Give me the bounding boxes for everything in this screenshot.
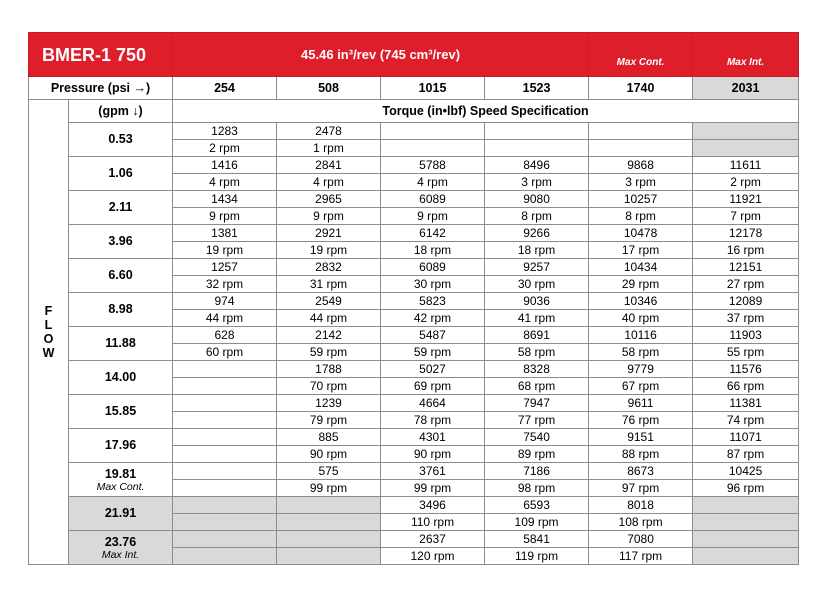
torque-cell: 5027 bbox=[381, 361, 485, 378]
flow-unit-header: (gpm ↓) bbox=[69, 100, 173, 123]
torque-cell: 7186 bbox=[485, 463, 589, 480]
flow-letter: O bbox=[43, 332, 54, 346]
speed-cell: 30 rpm bbox=[381, 276, 485, 293]
torque-cell: 628 bbox=[173, 327, 277, 344]
torque-cell: 1381 bbox=[173, 225, 277, 242]
torque-cell: 11381 bbox=[693, 395, 799, 412]
torque-cell: 11071 bbox=[693, 429, 799, 446]
torque-cell: 2921 bbox=[277, 225, 381, 242]
flow-rate-cell bbox=[69, 293, 173, 327]
torque-cell: 4301 bbox=[381, 429, 485, 446]
torque-cell: 2142 bbox=[277, 327, 381, 344]
speed-cell: 4 rpm bbox=[381, 174, 485, 191]
speed-cell: 55 rpm bbox=[693, 344, 799, 361]
flow-rate-cell bbox=[69, 191, 173, 225]
torque-cell: 1788 bbox=[277, 361, 381, 378]
speed-cell: 60 rpm bbox=[173, 344, 277, 361]
torque-cell: 9080 bbox=[485, 191, 589, 208]
speed-cell: 88 rpm bbox=[589, 446, 693, 463]
flow-row-torque bbox=[29, 157, 799, 174]
flow-rate-value: 3.96 bbox=[108, 234, 133, 248]
torque-cell: 9611 bbox=[589, 395, 693, 412]
speed-cell: 8 rpm bbox=[485, 208, 589, 225]
torque-cell bbox=[381, 123, 485, 140]
speed-cell: 77 rpm bbox=[485, 412, 589, 429]
flow-rate-cell bbox=[69, 157, 173, 191]
flow-rate-cell bbox=[69, 259, 173, 293]
torque-cell: 9779 bbox=[589, 361, 693, 378]
torque-cell: 11576 bbox=[693, 361, 799, 378]
speed-cell bbox=[381, 140, 485, 157]
flow-letter: L bbox=[44, 318, 53, 332]
speed-cell: 108 rpm bbox=[589, 514, 693, 531]
torque-cell: 9257 bbox=[485, 259, 589, 276]
flow-rate-cell bbox=[69, 225, 173, 259]
torque-cell: 1239 bbox=[277, 395, 381, 412]
torque-cell: 1283 bbox=[173, 123, 277, 140]
speed-cell: 37 rpm bbox=[693, 310, 799, 327]
speed-cell bbox=[173, 548, 277, 565]
flow-rate-value: 6.60 bbox=[108, 268, 133, 282]
flow-rate-value: 14.00 bbox=[104, 370, 137, 384]
torque-cell bbox=[173, 463, 277, 480]
torque-cell: 6089 bbox=[381, 191, 485, 208]
flow-rate-cell bbox=[69, 497, 173, 531]
flow-letter: F bbox=[44, 304, 53, 318]
speed-cell: 70 rpm bbox=[277, 378, 381, 395]
torque-cell: 7080 bbox=[589, 531, 693, 548]
speed-cell: 41 rpm bbox=[485, 310, 589, 327]
pressure-value: 1015 bbox=[381, 77, 485, 100]
torque-cell: 2841 bbox=[277, 157, 381, 174]
speed-cell: 89 rpm bbox=[485, 446, 589, 463]
speed-cell: 4 rpm bbox=[277, 174, 381, 191]
speed-cell: 59 rpm bbox=[277, 344, 381, 361]
speed-cell: 97 rpm bbox=[589, 480, 693, 497]
flow-row-torque bbox=[29, 327, 799, 344]
spec-table bbox=[28, 32, 799, 565]
speed-cell bbox=[693, 140, 799, 157]
speed-cell: 79 rpm bbox=[277, 412, 381, 429]
torque-cell: 1416 bbox=[173, 157, 277, 174]
speed-cell: 69 rpm bbox=[381, 378, 485, 395]
speed-cell: 44 rpm bbox=[277, 310, 381, 327]
torque-cell: 2549 bbox=[277, 293, 381, 310]
speed-cell: 58 rpm bbox=[485, 344, 589, 361]
torque-cell: 3496 bbox=[381, 497, 485, 514]
pressure-value: 508 bbox=[277, 77, 381, 100]
torque-cell bbox=[173, 531, 277, 548]
flow-row-torque bbox=[29, 497, 799, 514]
speed-cell: 78 rpm bbox=[381, 412, 485, 429]
torque-cell: 575 bbox=[277, 463, 381, 480]
speed-cell: 120 rpm bbox=[381, 548, 485, 565]
flow-axis-label bbox=[29, 100, 69, 565]
model-title: BMER-1 750 bbox=[29, 33, 173, 77]
speed-cell: 29 rpm bbox=[589, 276, 693, 293]
torque-cell: 9266 bbox=[485, 225, 589, 242]
torque-cell: 11903 bbox=[693, 327, 799, 344]
torque-cell bbox=[485, 123, 589, 140]
flow-rate-value: 2.11 bbox=[108, 200, 133, 214]
torque-cell bbox=[589, 123, 693, 140]
flow-rate-cell bbox=[69, 327, 173, 361]
title-row bbox=[29, 33, 799, 77]
torque-cell: 6142 bbox=[381, 225, 485, 242]
flow-rate-cell bbox=[69, 531, 173, 565]
speed-cell bbox=[173, 480, 277, 497]
pressure-value: 1740 bbox=[589, 77, 693, 100]
torque-cell bbox=[173, 497, 277, 514]
speed-cell: 58 rpm bbox=[589, 344, 693, 361]
flow-letter: W bbox=[42, 346, 55, 360]
flow-row-torque bbox=[29, 293, 799, 310]
torque-cell: 11921 bbox=[693, 191, 799, 208]
speed-cell bbox=[485, 140, 589, 157]
flow-rate-cell bbox=[69, 123, 173, 157]
flow-row-torque bbox=[29, 463, 799, 480]
speed-cell: 99 rpm bbox=[277, 480, 381, 497]
speed-cell: 9 rpm bbox=[173, 208, 277, 225]
speed-cell: 31 rpm bbox=[277, 276, 381, 293]
speed-cell: 96 rpm bbox=[693, 480, 799, 497]
speed-cell: 19 rpm bbox=[277, 242, 381, 259]
speed-cell bbox=[693, 514, 799, 531]
speed-cell: 42 rpm bbox=[381, 310, 485, 327]
max-cont-header: Max Cont. bbox=[589, 33, 693, 77]
torque-cell: 10425 bbox=[693, 463, 799, 480]
speed-cell: 17 rpm bbox=[589, 242, 693, 259]
speed-cell: 98 rpm bbox=[485, 480, 589, 497]
torque-cell: 1434 bbox=[173, 191, 277, 208]
torque-cell bbox=[693, 531, 799, 548]
pressure-value: 1523 bbox=[485, 77, 589, 100]
torque-cell: 2965 bbox=[277, 191, 381, 208]
flow-row-torque bbox=[29, 259, 799, 276]
speed-cell: 18 rpm bbox=[485, 242, 589, 259]
torque-cell: 5823 bbox=[381, 293, 485, 310]
torque-cell: 9036 bbox=[485, 293, 589, 310]
torque-cell: 8328 bbox=[485, 361, 589, 378]
speed-cell: 30 rpm bbox=[485, 276, 589, 293]
speed-cell: 19 rpm bbox=[173, 242, 277, 259]
torque-cell: 2637 bbox=[381, 531, 485, 548]
speed-cell: 99 rpm bbox=[381, 480, 485, 497]
speed-cell bbox=[173, 446, 277, 463]
torque-cell: 10346 bbox=[589, 293, 693, 310]
torque-cell: 10116 bbox=[589, 327, 693, 344]
speed-cell: 32 rpm bbox=[173, 276, 277, 293]
speed-cell: 68 rpm bbox=[485, 378, 589, 395]
torque-cell: 6593 bbox=[485, 497, 589, 514]
torque-cell: 1257 bbox=[173, 259, 277, 276]
flow-row-torque bbox=[29, 429, 799, 446]
torque-cell: 3761 bbox=[381, 463, 485, 480]
flow-row-torque bbox=[29, 531, 799, 548]
speed-cell: 16 rpm bbox=[693, 242, 799, 259]
speed-cell bbox=[693, 548, 799, 565]
torque-cell bbox=[173, 361, 277, 378]
speed-cell bbox=[173, 412, 277, 429]
spec-title: Torque (in•lbf) Speed Specification bbox=[173, 100, 799, 123]
torque-cell: 10257 bbox=[589, 191, 693, 208]
speed-cell: 8 rpm bbox=[589, 208, 693, 225]
flow-rate-cell bbox=[69, 395, 173, 429]
torque-cell bbox=[173, 429, 277, 446]
speed-cell: 119 rpm bbox=[485, 548, 589, 565]
torque-cell: 2832 bbox=[277, 259, 381, 276]
flow-rate-cell bbox=[69, 361, 173, 395]
speed-cell: 9 rpm bbox=[277, 208, 381, 225]
speed-cell: 67 rpm bbox=[589, 378, 693, 395]
torque-cell: 7947 bbox=[485, 395, 589, 412]
torque-cell: 974 bbox=[173, 293, 277, 310]
speed-cell bbox=[173, 514, 277, 531]
torque-cell: 12089 bbox=[693, 293, 799, 310]
flow-rate-value: 15.85 bbox=[104, 404, 137, 418]
flow-rate-cell bbox=[69, 463, 173, 497]
speed-cell: 76 rpm bbox=[589, 412, 693, 429]
torque-cell: 6089 bbox=[381, 259, 485, 276]
torque-cell bbox=[277, 497, 381, 514]
torque-cell bbox=[277, 531, 381, 548]
torque-cell: 8496 bbox=[485, 157, 589, 174]
speed-cell: 3 rpm bbox=[589, 174, 693, 191]
flow-row-torque bbox=[29, 123, 799, 140]
flow-rate-note: Max Int. bbox=[101, 548, 140, 561]
speed-cell bbox=[173, 378, 277, 395]
speed-cell: 3 rpm bbox=[485, 174, 589, 191]
speed-cell: 7 rpm bbox=[693, 208, 799, 225]
torque-cell bbox=[693, 123, 799, 140]
torque-cell: 5841 bbox=[485, 531, 589, 548]
torque-cell bbox=[693, 497, 799, 514]
speed-cell: 87 rpm bbox=[693, 446, 799, 463]
flow-rate-value: 8.98 bbox=[108, 302, 133, 316]
flow-row-torque bbox=[29, 191, 799, 208]
speed-cell bbox=[277, 548, 381, 565]
speed-cell: 74 rpm bbox=[693, 412, 799, 429]
speed-cell: 27 rpm bbox=[693, 276, 799, 293]
speed-cell: 18 rpm bbox=[381, 242, 485, 259]
flow-rate-value: 23.76 bbox=[104, 534, 137, 549]
speed-cell: 2 rpm bbox=[693, 174, 799, 191]
subheader-row bbox=[29, 100, 799, 123]
torque-cell: 10478 bbox=[589, 225, 693, 242]
torque-cell: 9868 bbox=[589, 157, 693, 174]
torque-cell: 9151 bbox=[589, 429, 693, 446]
torque-cell: 5487 bbox=[381, 327, 485, 344]
speed-cell: 90 rpm bbox=[381, 446, 485, 463]
torque-cell: 12178 bbox=[693, 225, 799, 242]
speed-cell: 9 rpm bbox=[381, 208, 485, 225]
flow-row-torque bbox=[29, 225, 799, 242]
speed-cell: 2 rpm bbox=[173, 140, 277, 157]
flow-rate-value: 21.91 bbox=[104, 506, 137, 520]
displacement-title: 45.46 in³/rev (745 cm³/rev) bbox=[173, 33, 589, 77]
max-int-header: Max Int. bbox=[693, 33, 799, 77]
torque-cell: 885 bbox=[277, 429, 381, 446]
flow-rate-value: 19.81 bbox=[104, 466, 137, 481]
speed-cell: 1 rpm bbox=[277, 140, 381, 157]
speed-cell bbox=[277, 514, 381, 531]
torque-cell: 12151 bbox=[693, 259, 799, 276]
flow-row-torque bbox=[29, 361, 799, 378]
speed-cell: 40 rpm bbox=[589, 310, 693, 327]
torque-cell: 2478 bbox=[277, 123, 381, 140]
torque-cell: 8018 bbox=[589, 497, 693, 514]
pressure-value: 254 bbox=[173, 77, 277, 100]
speed-cell: 90 rpm bbox=[277, 446, 381, 463]
pressure-row bbox=[29, 77, 799, 100]
torque-cell: 11611 bbox=[693, 157, 799, 174]
flow-rate-value: 1.06 bbox=[108, 166, 133, 180]
flow-rate-cell bbox=[69, 429, 173, 463]
pressure-value: 2031 bbox=[693, 77, 799, 100]
torque-cell: 4664 bbox=[381, 395, 485, 412]
speed-cell: 110 rpm bbox=[381, 514, 485, 531]
flow-rate-note: Max Cont. bbox=[96, 480, 145, 493]
flow-rate-value: 0.53 bbox=[108, 132, 133, 146]
speed-cell: 59 rpm bbox=[381, 344, 485, 361]
speed-cell: 4 rpm bbox=[173, 174, 277, 191]
flow-row-torque bbox=[29, 395, 799, 412]
torque-cell: 8691 bbox=[485, 327, 589, 344]
speed-cell: 109 rpm bbox=[485, 514, 589, 531]
torque-cell: 5788 bbox=[381, 157, 485, 174]
torque-cell bbox=[173, 395, 277, 412]
torque-cell: 8673 bbox=[589, 463, 693, 480]
speed-cell: 66 rpm bbox=[693, 378, 799, 395]
speed-cell: 117 rpm bbox=[589, 548, 693, 565]
torque-cell: 7540 bbox=[485, 429, 589, 446]
speed-cell: 44 rpm bbox=[173, 310, 277, 327]
speed-cell bbox=[589, 140, 693, 157]
pressure-header: Pressure (psi →) bbox=[29, 77, 173, 100]
flow-rate-value: 11.88 bbox=[105, 336, 136, 350]
torque-cell: 10434 bbox=[589, 259, 693, 276]
flow-rate-value: 17.96 bbox=[104, 438, 137, 452]
